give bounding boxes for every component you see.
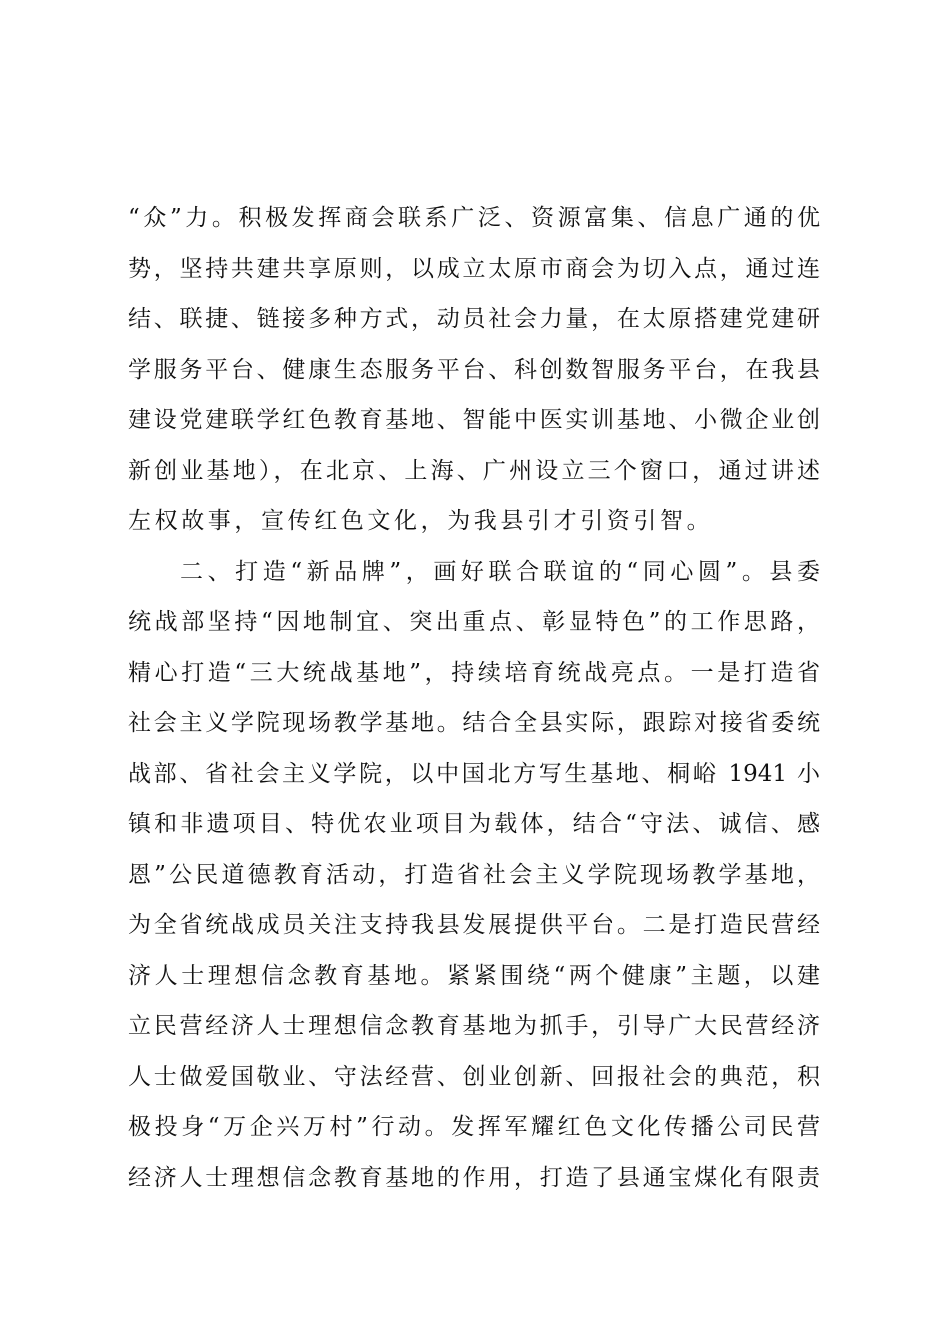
- text-line: 统战部坚持“因地制宜、突出重点、彰显特色”的工作思路，: [128, 609, 820, 635]
- text-line: 济人士理想信念教育基地。紧紧围绕“两个健康”主题，以建: [128, 962, 820, 989]
- text-line: 立民营经济人士理想信念教育基地为抓手，引导广大民营经济: [128, 1013, 820, 1039]
- text-line: 社会主义学院现场教学基地。结合全县实际，跟踪对接省委统: [128, 710, 820, 736]
- text-line: 极投身“万企兴万村”行动。发挥军耀红色文化传播公司民营: [128, 1114, 820, 1140]
- text-line: 人士做爱国敬业、守法经营、创业创新、回报社会的典范，积: [128, 1063, 820, 1090]
- text-line: “众”力。积极发挥商会联系广泛、资源富集、信息广通的优: [128, 205, 820, 231]
- text-line: 结、联捷、链接多种方式，动员社会力量，在太原搭建党建研: [128, 306, 820, 332]
- body-text: [128, 197, 820, 1207]
- text-line: 经济人士理想信念教育基地的作用，打造了县通宝煤化有限责: [128, 1164, 820, 1191]
- text-line: 战部、省社会主义学院，以中国北方写生基地、桐峪 1941 小: [128, 760, 820, 787]
- paragraph-heading-line: 二、打造“新品牌”，画好联合联谊的“同心圆”。县委: [180, 558, 820, 585]
- text-line: 新创业基地），在北京、上海、广州设立三个窗口，通过讲述: [128, 457, 820, 484]
- text-line: 恩”公民道德教育活动，打造省社会主义学院现场教学基地，: [128, 861, 820, 888]
- text-line: 镇和非遗项目、特优农业项目为载体，结合“守法、诚信、感: [128, 811, 820, 837]
- paragraph-2: [128, 551, 820, 1208]
- text-line: 学服务平台、健康生态服务平台、科创数智服务平台，在我县: [128, 356, 820, 383]
- text-line: 建设党建联学红色教育基地、智能中医实训基地、小微企业创: [128, 407, 820, 433]
- text-line: 势，坚持共建共享原则，以成立太原市商会为切入点，通过连: [128, 255, 820, 282]
- text-line: 精心打造“三大统战基地”，持续培育统战亮点。一是打造省: [128, 659, 820, 686]
- paragraph-1: [128, 197, 820, 551]
- text-line: 左权故事，宣传红色文化，为我县引才引资引智。: [128, 508, 714, 534]
- text-line: 为全省统战成员关注支持我县发展提供平台。二是打造民营经: [128, 912, 820, 938]
